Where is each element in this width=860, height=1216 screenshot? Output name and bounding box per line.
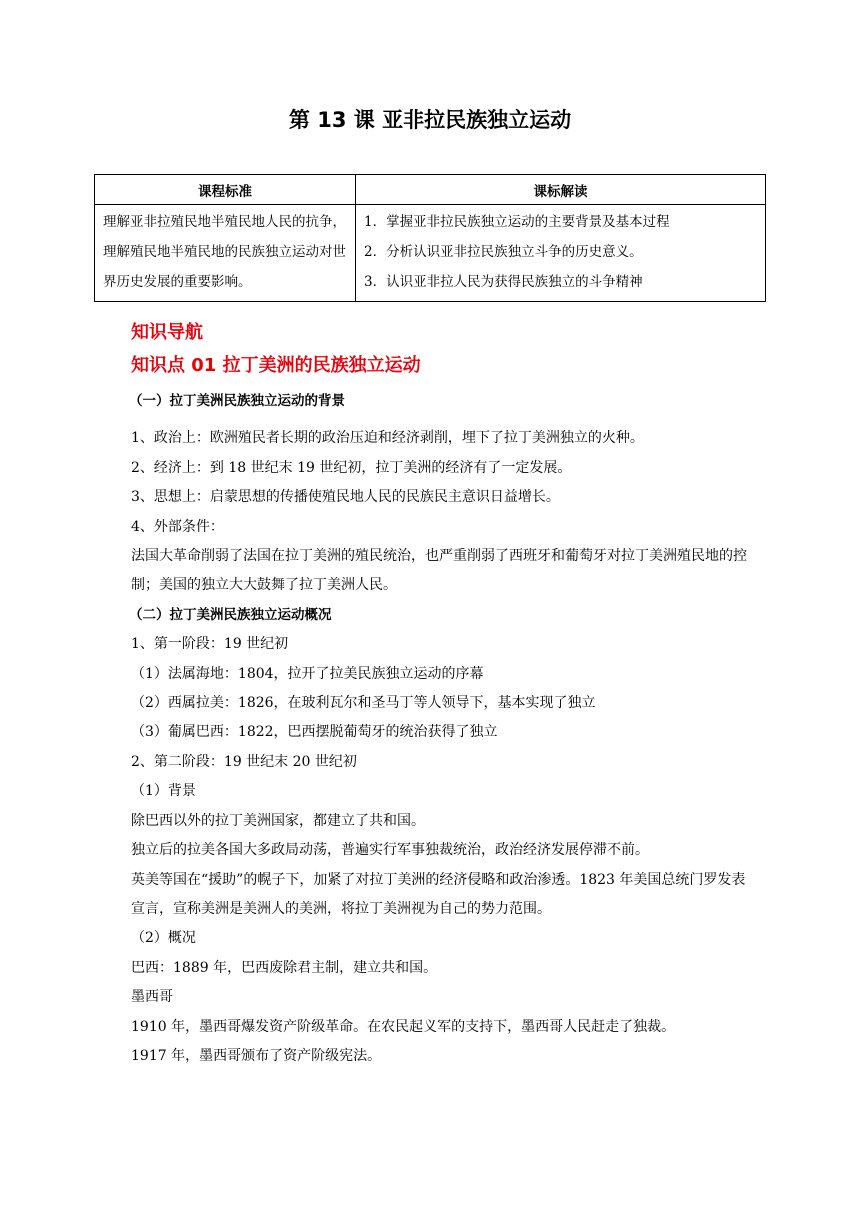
section-heading-background: （一）拉丁美洲民族独立运动的背景: [129, 393, 345, 409]
paragraph: 法国大革命削弱了法国在拉丁美洲的殖民统治，也严重削弱了西班牙和葡萄牙对拉丁美洲殖民地的控制；美国的独立大大鼓舞了拉丁美洲人民。: [131, 548, 747, 594]
section-heading-overview: （二）拉丁美洲民族独立运动概况: [129, 606, 332, 623]
paragraph-line: （2）西属拉美：1826，在玻利瓦尔和圣马丁等人领导下，基本实现了独立: [131, 695, 596, 712]
paragraph-line: 除巴西以外的拉丁美洲国家，都建立了共和国。: [131, 812, 425, 829]
interpretation-item: 2．分析认识亚非拉民族独立斗争的历史意义。: [364, 244, 643, 260]
table-header-row: [95, 175, 766, 205]
column-header-standard: 课程标准: [95, 175, 356, 205]
table-row: [95, 205, 766, 302]
standard-cell: 理解亚非拉殖民地半殖民地人民的抗争，理解殖民地半殖民地的民族独立运动对世界历史发展的重要影响。: [95, 205, 356, 302]
paragraph-line: 1917 年，墨西哥颁布了资产阶级宪法。: [131, 1047, 382, 1064]
document-body: [131, 318, 751, 1071]
paragraph-line: 墨西哥: [131, 989, 173, 1006]
paragraph-line: 2、经济上：到 18 世纪末 19 世纪初，拉丁美洲的经济有了一定发展。: [131, 459, 572, 476]
paragraph-line: 1、政治上：欧洲殖民者长期的政治压迫和经济剥削，埋下了拉丁美洲独立的火种。: [131, 430, 644, 447]
paragraph-line: （1）背景: [131, 783, 196, 800]
paragraph-line: 1910 年，墨西哥爆发资产阶级革命。在农民起义军的支持下，墨西哥人民赶走了独裁。: [131, 1018, 676, 1035]
paragraph-line: （3）葡属巴西：1822，巴西摆脱葡萄牙的统治获得了独立: [131, 724, 498, 741]
paragraph: 英美等国在“援助”的幌子下，加紧了对拉丁美洲的经济侵略和政治渗透。1823 年美国总统门罗发表宣言，宣称美洲是美洲人的美洲，将拉丁美洲视为自己的势力范围。: [131, 871, 746, 917]
knowledge-nav-heading: 知识导航: [131, 322, 203, 343]
column-header-interpretation: 课标解读: [356, 175, 766, 205]
knowledge-point-heading: 知识点 01 拉丁美洲的民族独立运动: [131, 355, 421, 376]
paragraph-line: 2、第二阶段：19 世纪末 20 世纪初: [131, 753, 357, 770]
paragraph-line: 3、思想上：启蒙思想的传播使殖民地人民的民族民主意识日益增长。: [131, 489, 560, 506]
interpretation-item: 1．掌握亚非拉民族独立运动的主要背景及基本过程: [364, 214, 670, 230]
paragraph-line: （1）法属海地：1804，拉开了拉美民族独立运动的序幕: [131, 665, 484, 682]
paragraph-line: 4、外部条件：: [131, 518, 224, 535]
paragraph-line: 独立后的拉美各国大多政局动荡，普遍实行军事独裁统治，政治经济发展停滞不前。: [131, 842, 649, 859]
interpretation-cell: [356, 205, 766, 302]
curriculum-table: [94, 174, 766, 302]
paragraph-line: 巴西：1889 年，巴西废除君主制，建立共和国。: [131, 959, 438, 976]
interpretation-item: 3．认识亚非拉人民为获得民族独立的斗争精神: [364, 274, 643, 290]
paragraph-line: （2）概况: [131, 930, 196, 947]
page-title: 第 13 课 亚非拉民族独立运动: [288, 108, 572, 132]
paragraph-line: 1、第一阶段：19 世纪初: [131, 636, 289, 653]
